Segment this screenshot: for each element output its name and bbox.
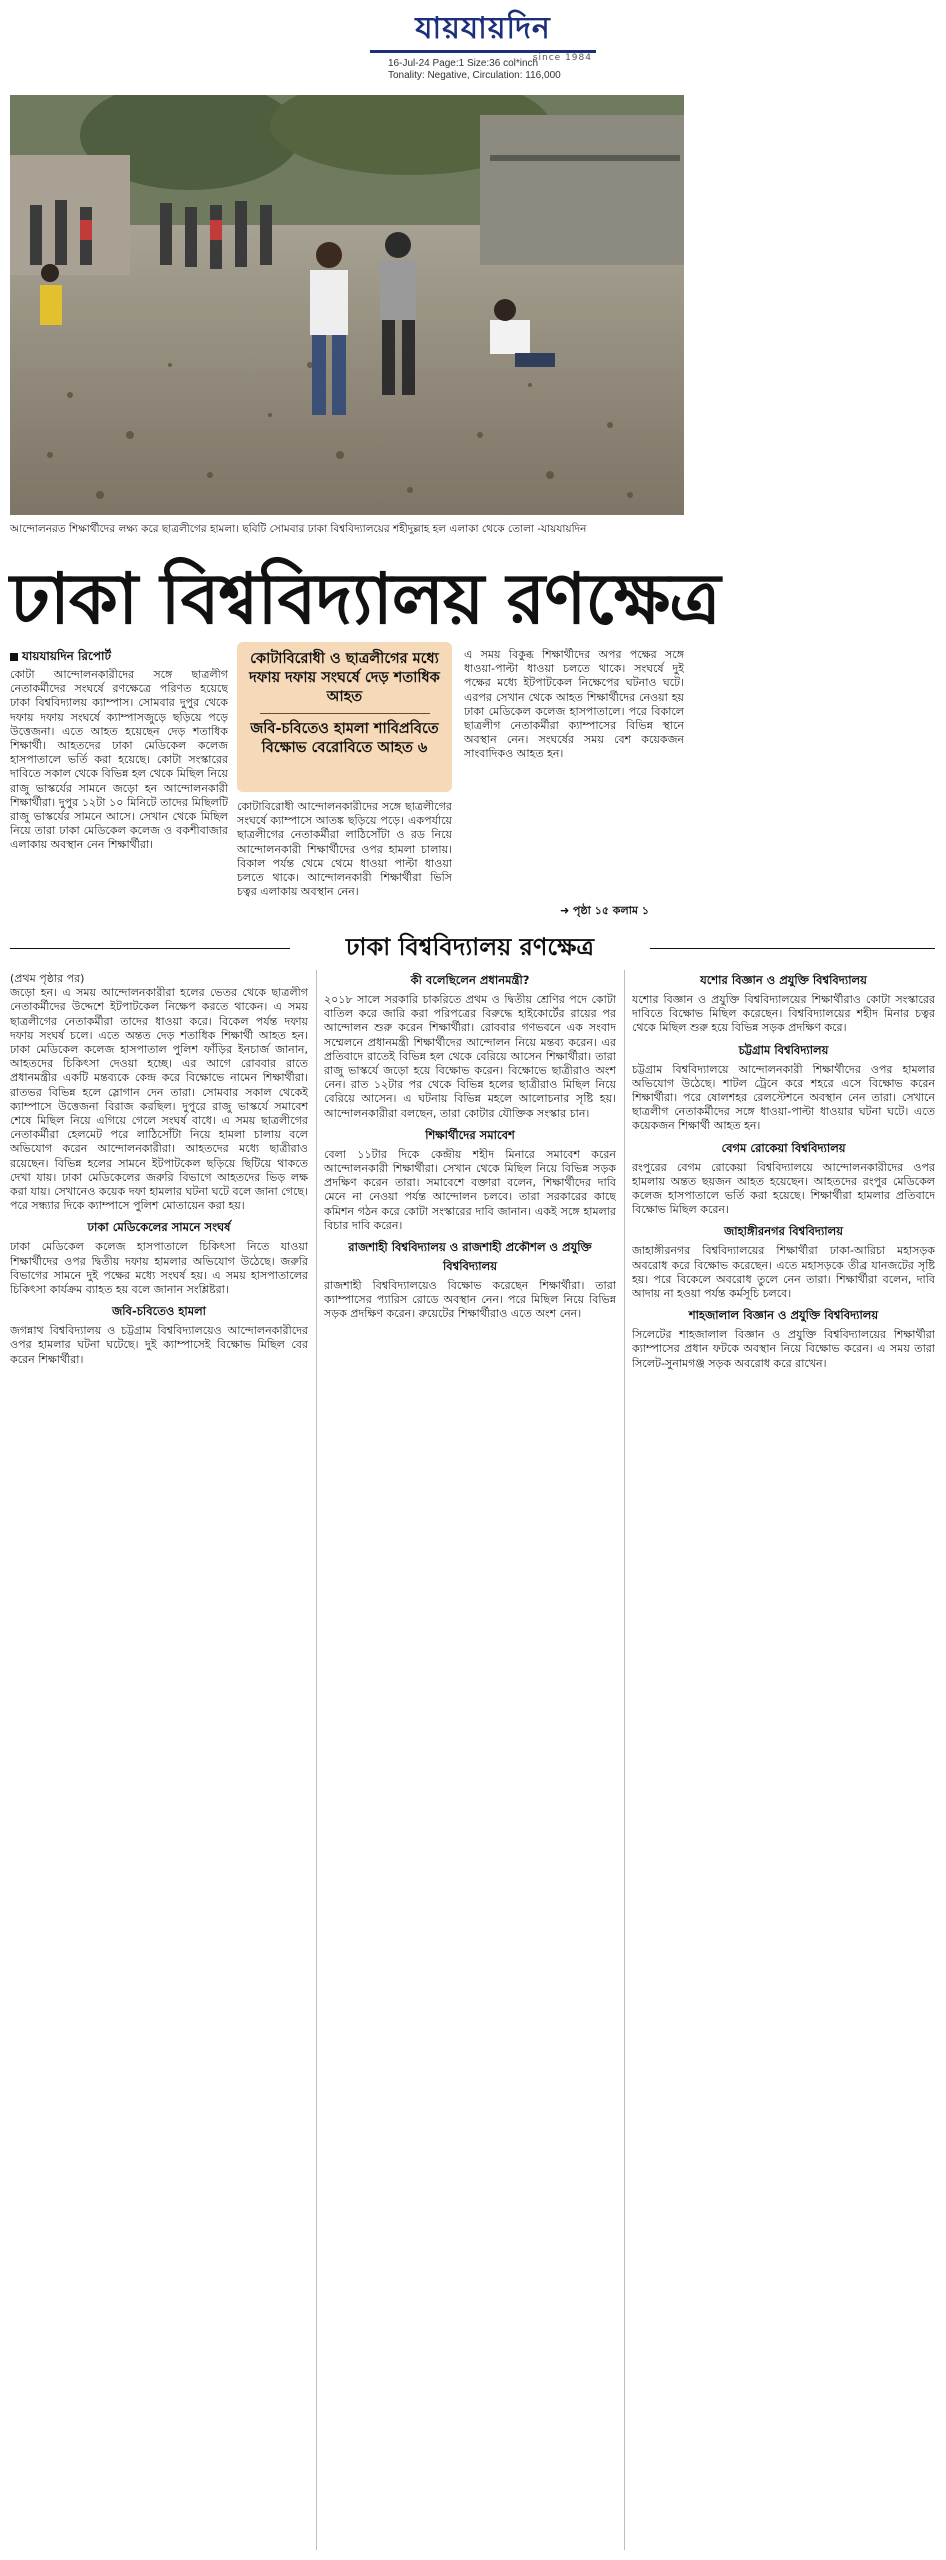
- jump-subhead-1: ঢাকা মেডিকেলের সামনে সংঘর্ষ: [87, 1220, 231, 1235]
- logo-text: যায়যায়দিন: [415, 10, 551, 46]
- news-photo: [10, 95, 684, 515]
- continued-marker: [560, 902, 649, 921]
- clipping-date-page: 16-Jul-24 Page:1 Size:36 col*inch: [388, 58, 539, 69]
- banner-rule-left: [10, 948, 290, 949]
- jump-col2-title: কী বলেছিলেন প্রধানমন্ত্রী?: [410, 973, 530, 987]
- lead-column-3: এ সময় বিকুব্ধ শিক্ষার্থীদের অপর পক্ষের সঙ্গে ধাওয়া-পাল্টা ধাওয়া চলতে থাকে। সংঘর্ষে দুই পক্ষের মধ্যে ইটপাটকেল নিক্ষেপের ঘটনাও ঘটে। এরপর সেখান থেকে আহত শিক্ষার্থীদের নেওয়া হয় ঢাকা মেডিকেল কলেজ হাসপাতালে। পরে বিকালে ছাত্রলীগ নেতাকর্মীরা ক্যাম্পাসের বিভিন্ন স্থানে অবস্থান নেন। সংঘর্ষের সময় বেশ কয়েকজন সাংবাদিকও আহত হন।: [464, 648, 684, 761]
- highlight-line-1: কোটাবিরোধী ও ছাত্রলীগের মধ্যে দফায় দফায় সংঘর্ষে দেড় শতাধিক আহত: [249, 651, 440, 705]
- banner-rule-right: [650, 948, 935, 949]
- jump-col3-subhead-1: চট্টগ্রাম বিশ্ববিদ্যালয়: [738, 1042, 829, 1057]
- jump-column-3-body-b: চট্টগ্রাম বিশ্ববিদ্যালয়ে আন্দোলনকারী শিক্ষার্থীদের ওপর হামলার অভিযোগ উঠেছে। শাটল ট্রেনে করে শহরে এসে বিক্ষোভ করেন শিক্ষার্থীরা। পরে ষোলশহর রেলস্টেশনে অবস্থান নেন তারা। সেখানে ছাত্রলীগ নেতাকর্মীদের সঙ্গে ধাওয়া-পাল্টা ধাওয়ার ঘটনা ঘটে। এতে কয়েকজন শিক্ষার্থী আহত হন।: [632, 1062, 935, 1133]
- column-divider: [624, 970, 625, 2550]
- jump-col3-subhead-3: জাহাঙ্গীরনগর বিশ্ববিদ্যালয়: [724, 1224, 843, 1239]
- clipping-tonality: Tonality: Negative, Circulation: 116,000: [388, 70, 561, 81]
- jump-column-1-body-c: জগন্নাথ বিশ্ববিদ্যালয় ও চট্টগ্রাম বিশ্ববিদ্যালয়েও আন্দোলনকারীদের ওপর হামলার ঘটনা ঘটেছে। দুই ক্যাম্পাসেই বিক্ষোভ মিছিল বের করেন শিক্ষার্থীরা।: [10, 1324, 308, 1366]
- highlight-line-2: জবি-চবিতেও হামলা শাবিপ্রবিতে বিক্ষোভ বেরোবিতে আহত ৬: [250, 721, 439, 756]
- continued-arrow-icon: ➜: [560, 904, 574, 917]
- byline-square-icon: [10, 653, 18, 661]
- jump-column-2-body: ২০১৮ সালে সরকারি চাকরিতে প্রথম ও দ্বিতীয় শ্রেণির পদে কোটা বাতিল করে জারি করা পরিপত্রের বিরুদ্ধে হাইকোর্টের রায়ের পর আন্দোলন শুরু করেন শিক্ষার্থীরা। রোববার গণভবনে এক সংবাদ সম্মেলনে প্রধানমন্ত্রী শিক্ষার্থীদের আন্দোলন নিয়ে মন্তব্য করেন। এর প্রতিবাদে রাতেই বিভিন্ন হল থেকে বেরিয়ে আসেন শিক্ষার্থীরা। তারা রাজু ভাস্কর্যে জড়ো হয়ে বিক্ষোভ করেন। বিক্ষোভে ছাত্রীরাও অংশ নেন। রাত ১২টার পর থেকে বিভিন্ন হলের ছাত্রীরাও মিছিল নিয়ে বেরিয়ে আসেন। এ ঘটনায় বিভিন্ন মহলে আলোচনার সৃষ্টি হয়। আন্দোলনকারীরা বলছেন, তারা কোটার যৌক্তিক সংস্কার চান।: [324, 993, 616, 1120]
- jump-column-3-body-e: সিলেটের শাহজালাল বিজ্ঞান ও প্রযুক্তি বিশ্ববিদ্যালয়ের শিক্ষার্থীরা ক্যাম্পাসের প্রধান ফটকে অবস্থান নিয়ে বিক্ষোভ করেন। এ সময় তারা সিলেট-সুনামগঞ্জ সড়ক অবরোধ করে রাখেন।: [632, 1328, 935, 1370]
- masthead: [0, 0, 946, 90]
- jump-column-1-body: জড়ো হন। এ সময় আন্দোলনকারীরা হলের ভেতর থেকে ছাত্রলীগ নেতাকর্মীদের উদ্দেশে ইটপাটকেল নিক্ষেপ করতে থাকেন। এ সময় ছাত্রলীগের নেতাকর্মীরা তাদের ধাওয়া করে। বিকেল পর্যন্ত দফায় দফায় সংঘর্ষ চলে। এতে অন্তত দেড় শতাধিক শিক্ষার্থী আহত হন। ঢাকা মেডিকেল কলেজ হাসপাতাল পুলিশ ফাঁড়ির ইনচার্জ জানান, আহতদের চিকিৎসা দেওয়া হচ্ছে। এর আগে রোববার রাতে প্রধানমন্ত্রীর একটি মন্তব্যকে কেন্দ্র করে বিক্ষোভে নামেন শিক্ষার্থীরা। রাতভর বিভিন্ন হলে স্লোগান দেন তারা। সোমবার সকাল থেকেই ক্যাম্পাসে উত্তেজনা বিরাজ করছিল। দুপুরে রাজু ভাস্কর্যে সমাবেশ শেষে মিছিল নিয়ে এগিয়ে গেলে সংঘর্ষ বাধে। এ সময় ছাত্রলীগের নেতাকর্মীরা হেলমেট পরে লাঠিসোঁটা নিয়ে হামলা চালায় বলে অভিযোগ করেন আন্দোলনকারীরা। আহতদের মধ্যে ছাত্রীরাও রয়েছেন। বিভিন্ন হলের সামনে ইটপাটকেল ছড়িয়ে ছিটিয়ে থাকতে দেখা যায়। ঢাকা মেডিকেলের জরুরি বিভাগে আহতদের ভিড় লক্ষ করা যায়। সেখানেও কয়েক দফা হামলার ঘটনা ঘটে বলে জানা গেছে। পরে সন্ধ্যার দিকে ক্যাম্পাসে পুলিশ মোতায়েন করা হয়।: [10, 986, 308, 1213]
- jump-column-3-body-c: রংপুরের বেগম রোকেয়া বিশ্ববিদ্যালয়ে আন্দোলনকারীদের ওপর হামলায় অন্তত ছয়জন আহত হয়েছেন। আহতদের রংপুর মেডিকেল কলেজ হাসপাতালে ভর্তি করা হয়েছে। শিক্ষার্থীরা হামলার প্রতিবাদে বিক্ষোভ মিছিল করেন।: [632, 1160, 935, 1217]
- jump-col2-subhead: শিক্ষার্থীদের সমাবেশ: [425, 1127, 515, 1142]
- byline: [10, 648, 111, 668]
- jump-banner: [10, 932, 935, 962]
- jump-column-3: [632, 972, 935, 2552]
- jump-col3-title: যশোর বিজ্ঞান ও প্রযুক্তি বিশ্ববিদ্যালয়: [700, 973, 867, 987]
- photo-caption: আন্দোলনরত শিক্ষার্থীদের লক্ষ্য করে ছাত্রলীগের হামলা। ছবিটি সোমবার ঢাকা বিশ্ববিদ্যালয়ের শহীদুল্লাহ হল এলাকা থেকে তোলা -যায়যায়দিন: [10, 523, 587, 535]
- jump-column-3-body: যশোর বিজ্ঞান ও প্রযুক্তি বিশ্ববিদ্যালয়ের শিক্ষার্থীরাও কোটা সংস্কারের দাবিতে বিক্ষোভ মিছিল করেছেন। বিশ্ববিদ্যালয়ের শহীদ মিনার চত্বর থেকে মিছিল শুরু হয়ে বিভিন্ন সড়ক প্রদক্ষিণ করে।: [632, 993, 935, 1035]
- jump-banner-title: ঢাকা বিশ্ববিদ্যালয় রণক্ষেত্র: [345, 933, 595, 961]
- jump-column-2: [324, 972, 616, 2552]
- jump-intro: (প্রথম পৃষ্ঠার পর): [10, 972, 85, 985]
- lead-column-2: কোটাবিরোধী আন্দোলনকারীদের সঙ্গে ছাত্রলীগের সংঘর্ষে ক্যাম্পাসে আতঙ্ক ছড়িয়ে পড়ে। একপর্যায়ে ছাত্রলীগের নেতাকর্মীরা লাঠিসোঁটা ও রড নিয়ে আন্দোলনকারী শিক্ষার্থীদের ওপর হামলা চালায়। বিকাল পর্যন্ত থেমে থেমে ধাওয়া পাল্টা ধাওয়া চলতে থাকে। আন্দোলনকারী শিক্ষার্থীরা ভিসি চত্বর এলাকায় অবস্থান নেন।: [237, 800, 452, 899]
- jump-column-2-body-b: বেলা ১১টার দিকে কেন্দ্রীয় শহীদ মিনারে সমাবেশ করেন আন্দোলনকারী শিক্ষার্থীরা। সেখান থেকে মিছিল নিয়ে বিভিন্ন সড়ক প্রদক্ষিণ করেন তারা। সমাবেশে বক্তারা বলেন, শিক্ষার্থীদের দাবি মেনে না নেওয়া পর্যন্ত আন্দোলন চলবে। তারা সরকারের কাছে কমিশন গঠন করে কোটা সংস্কারের দাবি জানান। একই সঙ্গে হামলার বিচার দাবি করেন।: [324, 1147, 616, 1232]
- jump-column-2-body-c: রাজশাহী বিশ্ববিদ্যালয়েও বিক্ষোভ করেছেন শিক্ষার্থীরা। তারা ক্যাম্পাসের প্যারিস রোডে অবস্থান নেন। পরে মিছিল নিয়ে বিভিন্ন সড়ক প্রদক্ষিণ করেন। রুয়েটের শিক্ষার্থীরাও এতে অংশ নেন।: [324, 1279, 616, 1321]
- column-divider: [316, 970, 317, 2550]
- jump-col3-subhead-2: বেগম রোকেয়া বিশ্ববিদ্যালয়: [721, 1140, 846, 1155]
- continued-text: পৃষ্ঠা ১৫ কলাম ১: [573, 904, 649, 917]
- highlight-divider: [260, 713, 430, 714]
- lead-column-1: কোটা আন্দোলনকারীদের সঙ্গে ছাত্রলীগ নেতাকর্মীদের সংঘর্ষে রণক্ষেত্রে পরিণত হয়েছে ঢাকা বিশ্ববিদ্যালয় ক্যাম্পাস। সোমবার দুপুর থেকে দফায় দফায় সংঘর্ষে ক্যাম্পাসজুড়ে ছড়িয়ে পড়ে উত্তেজনা। এতে আহত হয়েছেন দেড় শতাধিক শিক্ষার্থী। আহতদের ঢাকা মেডিকেল কলেজ হাসপাতালে ভর্তি করা হয়েছে। কোটা সংস্কারের দাবিতে সকাল থেকে বিভিন্ন হল থেকে মিছিল নিয়ে রাজু ভাস্কর্যের সামনে জড়ো হন আন্দোলনকারী শিক্ষার্থীরা। দুপুর ১২টা ১০ মিনিটে তাদের মিছিলটি রাজু ভাস্কর্যের সামনে আসে। সেখান থেকে মিছিল নিয়ে তারা ঢাকা মেডিকেল কলেজ ও বকশীবাজার এলাকায় অবস্থান নেন শিক্ষার্থীরা।: [10, 668, 228, 852]
- jump-column-3-body-d: জাহাঙ্গীরনগর বিশ্ববিদ্যালয়ের শিক্ষার্থীরা ঢাকা-আরিচা মহাসড়ক অবরোধ করে বিক্ষোভ করেছেন। এতে মহাসড়কে তীব্র যানজটের সৃষ্টি হয়। পরে বিকেলে অবরোধ তুলে নেন তারা। শিক্ষার্থীরা বলেন, দাবি আদায় না হওয়া পর্যন্ত কর্মসূচি চলবে।: [632, 1244, 935, 1301]
- logo-tag: since 1984: [532, 53, 592, 63]
- main-headline: ঢাকা বিশ্ববিদ্যালয় রণক্ষেত্র: [10, 558, 720, 640]
- jump-col3-subhead-4: শাহজালাল বিজ্ঞান ও প্রযুক্তি বিশ্ববিদ্যালয়: [688, 1308, 879, 1323]
- photo-illustration: [10, 95, 684, 515]
- jump-column-1: [10, 972, 308, 2552]
- highlight-box: [237, 642, 452, 792]
- newspaper-logo: [370, 8, 596, 63]
- jump-col2-subhead-2: রাজশাহী বিশ্ববিদ্যালয় ও রাজশাহী প্রকৌশল ও প্রযুক্তি বিশ্ববিদ্যালয়: [348, 1240, 592, 1274]
- jump-subhead-2: জবি-চবিতেও হামলা: [111, 1304, 207, 1319]
- byline-text: যায়যায়দিন রিপোর্ট: [22, 649, 112, 663]
- jump-column-1-body-b: ঢাকা মেডিকেল কলেজ হাসপাতালে চিকিৎসা নিতে যাওয়া শিক্ষার্থীদের ওপর দ্বিতীয় দফায় হামলার অভিযোগ উঠেছে। জরুরি বিভাগের সামনে দুই পক্ষের মধ্যে সংঘর্ষ হয়। এ সময় হাসপাতালের চিকিৎসা কার্যক্রম ব্যাহত হয় বলে জানান সংশ্লিষ্টরা।: [10, 1240, 308, 1297]
